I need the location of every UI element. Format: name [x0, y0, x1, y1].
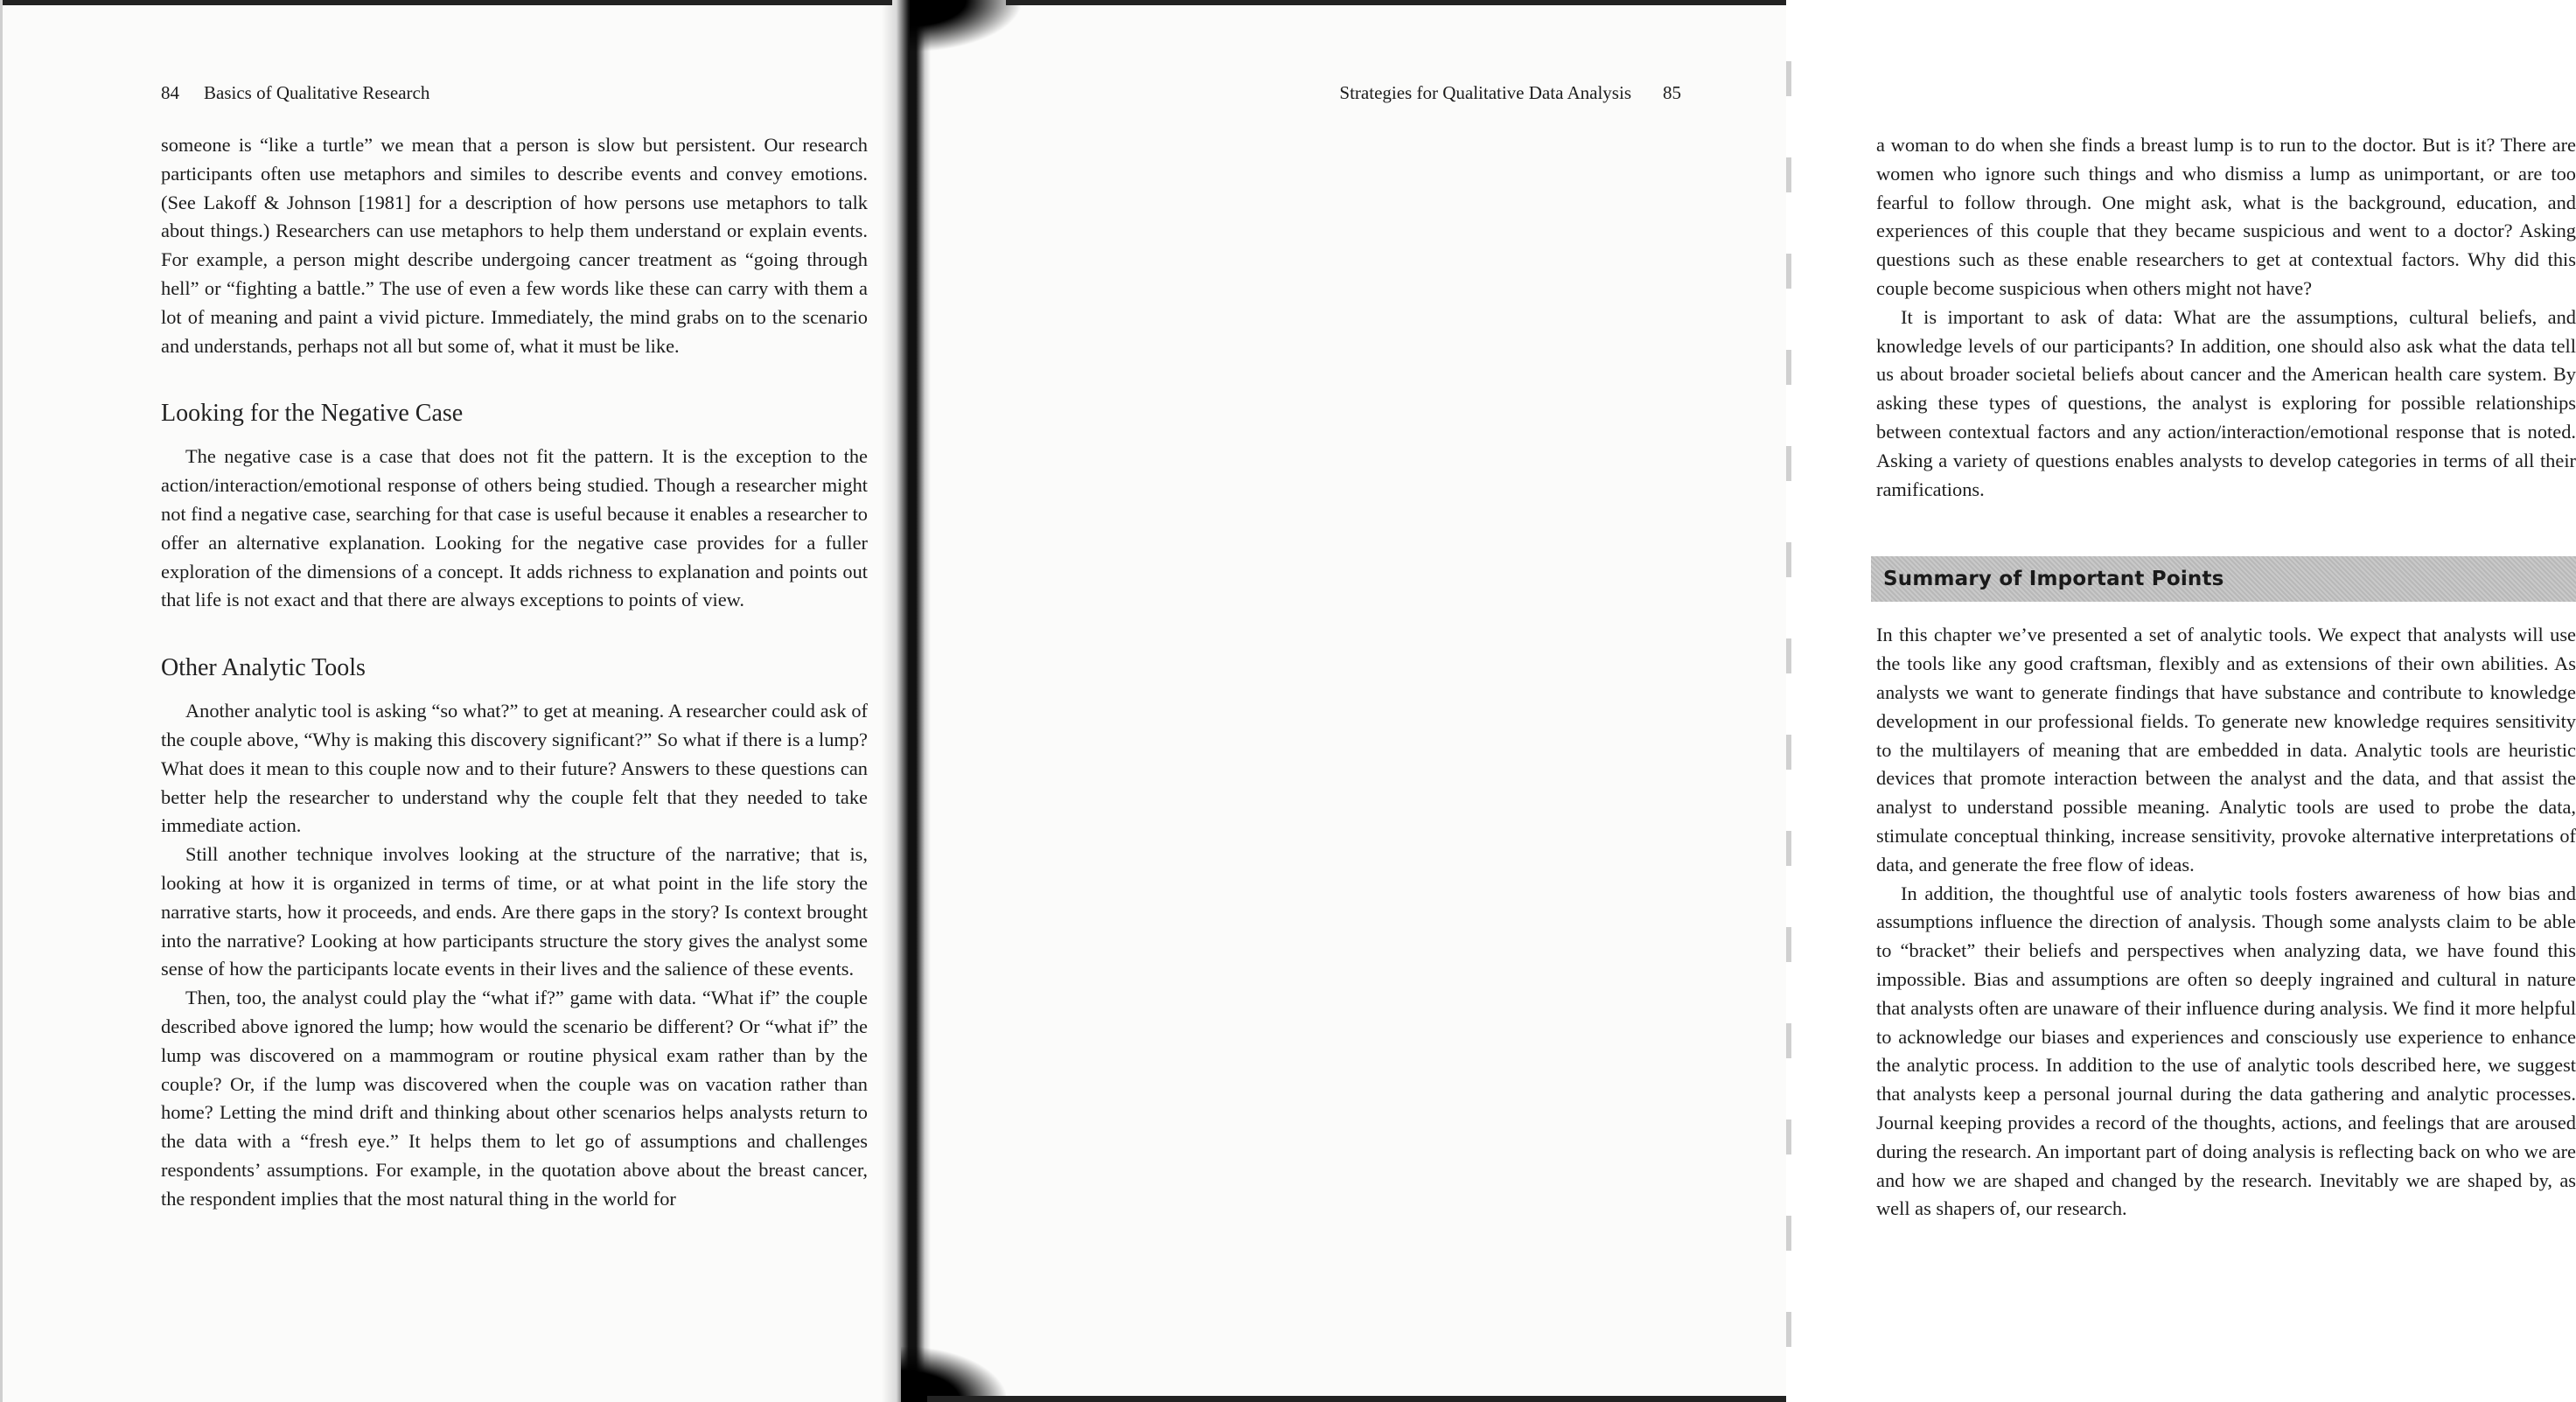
scan-left-edge: [0, 0, 3, 1402]
left-running-head-title: Basics of Qualitative Research: [204, 82, 430, 103]
paragraph-what-if: Then, too, the analyst could play the “what if?” game with data. “What if” the couple described above ignored the lump; how would the scenario be different? Or “what if” the lump was discovered on a mammogram or routine physical exam rather than by the couple? Or, if the lump was discovered when the couple was on vacation rather than home? Letting the mind drift and thinking about other scenarios helps analysts return to the data with a “fresh eye.” It helps them to let go of assumptions and challenges respondents’ assumptions. For example, in the quotation above about the breast cancer, the respondent implies that the most natural thing in the world for: [161, 987, 868, 1210]
gutter-bottom-shadow: [901, 1347, 1006, 1402]
left-page-number: 84: [161, 82, 179, 103]
left-page: [0, 0, 892, 1402]
scan-top-edge-left: [0, 0, 892, 5]
heading-other-analytic-tools: Other Analytic Tools: [161, 654, 366, 682]
paragraph-negative-case: The negative case is a case that does not fit the pattern. It is the exception to the action/interaction/emotional response of others being studied. Though a researcher might not find a negative case, searching for that case is useful because it enables a researcher to offer an alternative explanation. Looking for the negative case provides for a fuller exploration of the dimensions of a concept. It adds richness to explanation and points out that life is not exact and that there are always exceptions to points of view.: [161, 445, 868, 611]
right-running-head: [1339, 82, 1681, 104]
right-text-column: [1876, 131, 2576, 1224]
paragraph-continued: a woman to do when she finds a breast lump is to run to the doctor. But is it? There are women who ignore such things and who dismiss a lump as unimportant, or are too fearful to follow through. One might ask, what is the background, education, and experiences of this couple that they became suspicious and went to a doctor? Asking questions such as these enable researchers to get at contextual factors. Why did this couple become suspicious when others might not have?: [1876, 134, 2576, 299]
left-running-head: [161, 82, 429, 104]
left-text-column: [161, 131, 868, 1214]
paragraph-narrative-structure: Still another technique involves looking at the structure of the narrative; that is, looking at how it is organized in terms of time, or at what point in the life story the narrative starts, how it proceeds, and ends. Are there gaps in the story? Is context brought into the narrative? Looking at how participants structure the story gives the analyst some sense of how the participants locate events in their lives and the salience of these events.: [161, 843, 868, 980]
book-gutter: [882, 0, 931, 1402]
scan-right-edge: [1786, 0, 1791, 1402]
scan-top-edge-right: [1006, 0, 1791, 5]
gutter-top-shadow: [910, 0, 1023, 52]
paragraph-summary-2: In addition, the thoughtful use of analytic tools fosters awareness of how bias and assumptions influence the direction of analysis. Though some analysts claim to be able to “bracket” their beliefs and perspectives when analyzing data, we have found this impossible. Bias and assumptions are often so deeply ingrained and cultural in nature that analysts often are unaware of their influence during analysis. We find it more helpful to acknowledge our biases and experiences and consciously use experience to enhance the analytic process. In addition to the use of analytic tools described here, we suggest that analysts keep a personal journal during the data gathering and analytic processes. Journal keeping provides a record of the thoughts, actions, and feelings that are aroused during the research. An important part of doing analysis is reflecting back on who we are and how we are shaped and changed by the research. Inevitably we are shaped by, as well as shapers of, our research.: [1876, 882, 2576, 1220]
right-page-number: 85: [1663, 82, 1681, 103]
paragraph-summary-1: In this chapter we’ve presented a set of analytic tools. We expect that analysts will use the tools like any good craftsman, flexibly and as extensions of their own abilities. As analysts we want to generate findings that have substance and contribute to knowledge development in our professional fields. To generate new knowledge requires sensitivity to the multilayers of meaning that are embedded in data. Analytic tools are heuristic devices that promote interaction between the analyst and the data, and that assist the analyst to understand possible meaning. Analytic tools are used to probe the data, stimulate conceptual thinking, increase sensitivity, provoke alternative interpretations of data, and generate the free flow of ideas.: [1876, 624, 2576, 875]
right-running-head-title: Strategies for Qualitative Data Analysis: [1339, 82, 1631, 103]
summary-heading-bar: [1871, 556, 2576, 602]
scan-bottom-edge: [927, 1396, 1791, 1402]
paragraph-so-what: Another analytic tool is asking “so what?” to get at meaning. A researcher could ask of the couple above, “Why is making this discovery significant?” So what if there is a lump? What does it mean to this couple now and to their future? Answers to these questions can better help the researcher to understand why the couple felt that they needed to take immediate action.: [161, 700, 868, 837]
heading-negative-case: Looking for the Negative Case: [161, 400, 464, 428]
summary-heading: Summary of Important Points: [1883, 567, 2224, 590]
right-page: [918, 0, 2576, 1402]
paragraph-intro: someone is “like a turtle” we mean that a person is slow but persistent. Our research participants often use metaphors and similes to describe events and convey emotions. (See Lakoff & Johnson [1981] for a description of how persons use metaphors to talk about things.) Researchers can use metaphors to help them understand or explain events. For example, a person might describe undergoing cancer treatment as “going through hell” or “fighting a battle.” The use of even a few words like these can carry with them a lot of meaning and paint a vivid picture. Immediately, the mind grabs on to the scenario and understands, perhaps not all but some of, what it must be like.: [161, 134, 868, 357]
paragraph-assumptions: It is important to ask of data: What are the assumptions, cultural beliefs, and knowledge levels of our participants? In addition, one should also ask what the data tell us about broader societal beliefs about cancer and the American health care system. By asking these types of questions, the analyst is exploring for possible relationships between contextual factors and any action/interaction/emotional response that is noted. Asking a variety of questions enables analysts to develop categories in terms of all their ramifications.: [1876, 305, 2576, 500]
